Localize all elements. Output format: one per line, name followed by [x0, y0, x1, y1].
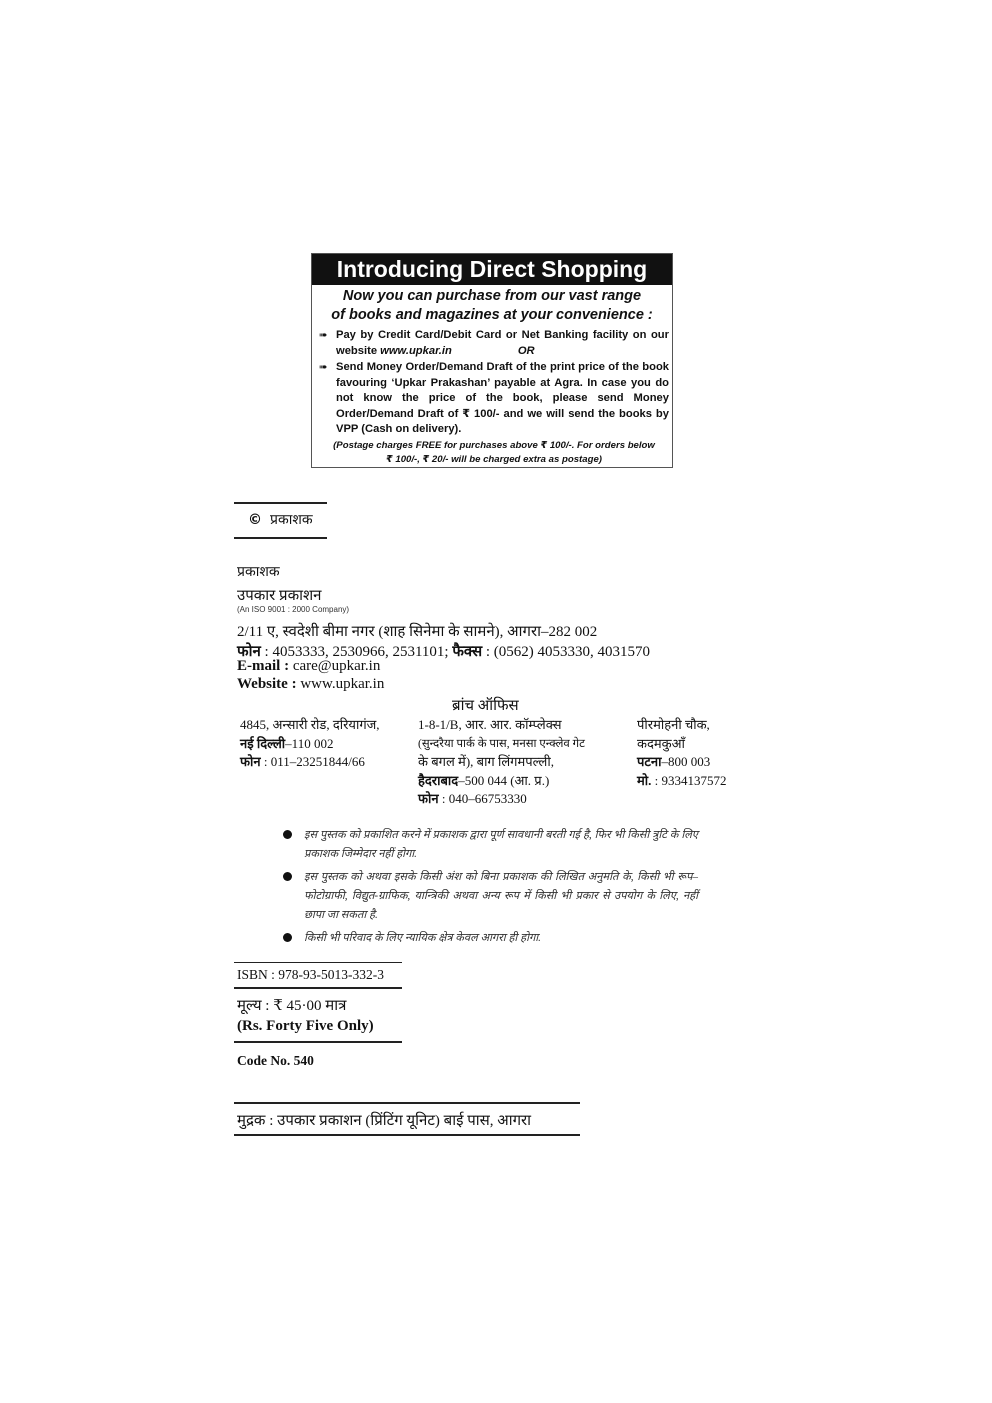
- notice-text: किसी भी परिवाद के लिए न्यायिक क्षेत्र केवल आगरा ही होगा.: [304, 932, 541, 944]
- publisher-email: [237, 658, 380, 675]
- email-value[interactable]: care@upkar.in: [289, 658, 381, 674]
- ad-bullet-online-payment: [319, 328, 669, 359]
- delhi-phone-line: [240, 753, 380, 772]
- website-value[interactable]: www.upkar.in: [296, 676, 385, 692]
- hyderabad-pin: –500 044 (आ. प्र.): [458, 772, 550, 788]
- notice-text: इस पुस्तक को प्रकाशित करने में प्रकाशक द्वारा पूर्ण सावधानी बरती गई है, फिर भी किसी त्रुटि के लिए प्रकाशक जिम्मेदार नहीं होगा.: [304, 829, 698, 860]
- bullet-icon: [283, 872, 292, 881]
- branch-heading: ब्रांच ऑफिस: [452, 698, 519, 714]
- fax-numbers: : (0562) 4053330, 4031570: [482, 644, 651, 660]
- printer-bottom-rule: [234, 1134, 580, 1136]
- branch-patna: [637, 716, 727, 790]
- hyderabad-phone-label: फोन: [418, 791, 439, 806]
- delhi-address: 4845, अन्सारी रोड, दरियागंज,: [240, 717, 380, 732]
- copyright-top-rule: [234, 502, 327, 504]
- phone-numbers: : 4053333, 2530966, 2531101;: [260, 644, 453, 660]
- isbn-bottom-rule: [234, 987, 402, 989]
- isbn: ISBN : 978-93-5013-332-3: [237, 967, 384, 982]
- price-bottom-rule: [234, 1041, 402, 1043]
- isbn-top-rule: [234, 962, 402, 963]
- arrow-icon: ➠: [319, 330, 328, 341]
- patna-address-2: कदमकुआँ: [637, 735, 685, 751]
- bullet-icon: [283, 933, 292, 942]
- ad-or-label: OR: [517, 344, 535, 357]
- copyright-line: [248, 510, 313, 529]
- notice-item: [283, 868, 698, 925]
- patna-mobile: : 9334137572: [651, 772, 727, 788]
- patna-city: पटना: [637, 754, 662, 769]
- direct-shopping-ad: [311, 253, 673, 468]
- bullet-icon: [283, 830, 292, 839]
- delhi-pin: –110 002: [285, 735, 334, 751]
- delhi-city-line: [240, 735, 380, 754]
- copyright-bottom-rule: [234, 537, 327, 539]
- publisher-label: प्रकाशक: [237, 565, 280, 580]
- ad-subtitle-line2: of books and magazines at your convenience :: [331, 307, 653, 323]
- ad-bullet-money-order: [319, 360, 669, 438]
- iso-note: (An ISO 9001 : 2000 Company): [237, 605, 350, 614]
- email-label: E-mail :: [237, 658, 290, 674]
- patna-mobile-label: मो.: [637, 772, 652, 788]
- publisher-address: 2/11 ए, स्वदेशी बीमा नगर (शाह सिनेमा के सामने), आगरा–282 002: [237, 624, 598, 640]
- hyderabad-address-3: के बगल में), बाग लिंगमपल्ली,: [418, 754, 554, 769]
- hyderabad-address-2: (सुन्दरैया पार्क के पास, मनसा एन्क्लेव गेट: [418, 737, 585, 750]
- hyderabad-phone: : 040–66753330: [438, 791, 527, 806]
- ad-note-line1: (Postage charges FREE for purchases above ₹ 100/-. For orders below: [333, 440, 655, 451]
- copyright-icon: ©: [248, 512, 262, 528]
- ad-subtitle: [312, 287, 672, 325]
- printer-top-rule: [234, 1102, 580, 1104]
- publisher-website: [237, 676, 384, 693]
- printer-line: मुद्रक : उपकार प्रकाशन (प्रिंटिंग यूनिट) बाई पास, आगरा: [237, 1113, 532, 1129]
- arrow-icon: ➠: [319, 362, 328, 373]
- fax-label: फैक्स: [452, 644, 483, 660]
- ad-note-line2: ₹ 100/-, ₹ 20/- will be charged extra as postage): [386, 454, 602, 465]
- delhi-city: नई दिल्ली: [240, 735, 286, 751]
- phone-label: फोन: [237, 644, 261, 660]
- copyright-holder: प्रकाशक: [270, 513, 313, 528]
- branch-delhi: [240, 716, 380, 772]
- website-label: Website :: [237, 676, 297, 692]
- ad-website-link[interactable]: www.upkar.in: [380, 344, 452, 357]
- patna-city-line: [637, 753, 727, 772]
- code-number: Code No. 540: [237, 1053, 314, 1068]
- patna-mobile-line: [637, 772, 727, 791]
- notice-item: [283, 826, 698, 864]
- ad-title: Introducing Direct Shopping: [312, 254, 672, 285]
- ad-bullet1-text: Pay by Credit Card/Debit Card or Net Banking facility on our website: [336, 329, 669, 357]
- delhi-phone: : 011–23251844/66: [260, 754, 365, 769]
- price-in-words: (Rs. Forty Five Only): [237, 1018, 374, 1034]
- hyderabad-city: हैदराबाद: [418, 772, 459, 788]
- ad-bullet-text: [336, 328, 669, 359]
- hyderabad-city-line: [418, 772, 585, 791]
- publisher-name: उपकार प्रकाशन: [237, 588, 322, 604]
- patna-pin: –800 003: [661, 754, 711, 769]
- notice-text: इस पुस्तक को अथवा इसके किसी अंश को बिना प्रकाशक की लिखित अनुमति के, किसी भी रूप–फोटोग्राफी, विद्युत-ग्राफिक, यान्त्रिकी अथवा अन्य रूप में किसी भी प्रकार से उपयोग के लिए, नहीं छापा जा सकता है.: [304, 871, 698, 921]
- delhi-phone-label: फोन: [240, 754, 261, 769]
- patna-address-1: पीरमोहनी चौक,: [637, 717, 710, 732]
- notice-item: [283, 929, 698, 948]
- ad-subtitle-line1: Now you can purchase from our vast range: [342, 288, 642, 304]
- ad-postage-note: [324, 439, 664, 467]
- ad-bullet2-text: Send Money Order/Demand Draft of the print price of the book favouring ‘Upkar Prakashan’ payable at Agra. In case you do not know the price of the book, please send Money Order/Demand Draft of ₹ 100/- and we will send the books by VPP (Cash on delivery).: [336, 361, 669, 435]
- branch-hyderabad: [418, 716, 585, 809]
- price-line: मूल्य : ₹ 45·00 मात्र: [237, 998, 347, 1014]
- hyderabad-phone-line: [418, 790, 585, 809]
- hyderabad-address-1: 1-8-1/B, आर. आर. कॉम्प्लेक्स: [418, 717, 562, 732]
